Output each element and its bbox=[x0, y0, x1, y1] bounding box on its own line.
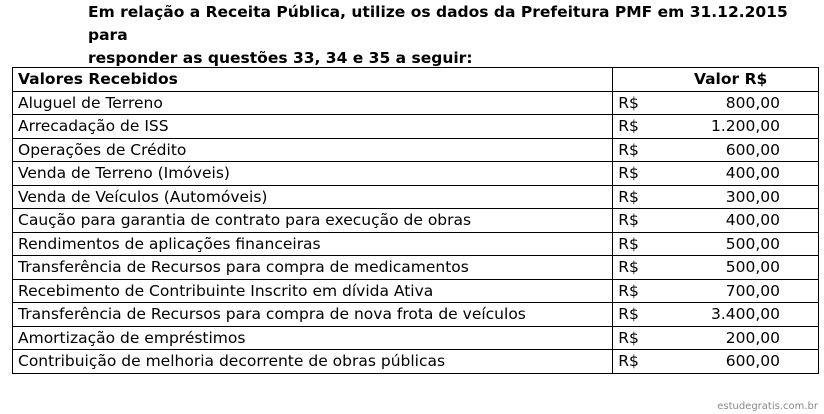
row-amount: 300,00 bbox=[725, 187, 780, 206]
row-value-cell bbox=[613, 162, 819, 186]
row-description: Transferência de Recursos para compra de medicamentos bbox=[13, 256, 613, 280]
row-description: Contribuição de melhoria decorrente de obras públicas bbox=[13, 350, 613, 374]
row-description: Rendimentos de aplicações financeiras bbox=[13, 232, 613, 256]
row-value-cell bbox=[613, 209, 819, 233]
table-row bbox=[13, 162, 819, 186]
table-row bbox=[13, 138, 819, 162]
row-value-wrap bbox=[618, 117, 818, 135]
row-description: Operações de Crédito bbox=[13, 138, 613, 162]
row-amount: 800,00 bbox=[725, 93, 780, 112]
watermark: estudegratis.com.br bbox=[717, 401, 818, 412]
row-description: Transferência de Recursos para compra de nova frota de veículos bbox=[13, 303, 613, 327]
row-value-cell bbox=[613, 91, 819, 115]
row-description: Recebimento de Contribuinte Inscrito em dívida Ativa bbox=[13, 279, 613, 303]
row-currency: R$ bbox=[618, 281, 639, 300]
row-description: Caução para garantia de contrato para execução de obras bbox=[13, 209, 613, 233]
table-row bbox=[13, 232, 819, 256]
row-amount: 400,00 bbox=[725, 164, 780, 183]
table-row bbox=[13, 115, 819, 139]
row-value-wrap bbox=[618, 211, 818, 229]
row-amount: 500,00 bbox=[725, 234, 780, 253]
row-value-cell bbox=[613, 350, 819, 374]
table-row bbox=[13, 91, 819, 115]
row-currency: R$ bbox=[618, 328, 639, 347]
table-row bbox=[13, 279, 819, 303]
row-value-cell bbox=[613, 115, 819, 139]
row-value-wrap bbox=[618, 235, 818, 253]
table-row bbox=[13, 209, 819, 233]
row-value-wrap bbox=[618, 282, 818, 300]
row-amount: 600,00 bbox=[725, 140, 780, 159]
row-value-cell bbox=[613, 326, 819, 350]
row-currency: R$ bbox=[618, 187, 639, 206]
row-value-wrap bbox=[618, 141, 818, 159]
row-value-cell bbox=[613, 279, 819, 303]
table-header-row bbox=[13, 68, 819, 92]
row-description: Arrecadação de ISS bbox=[13, 115, 613, 139]
row-currency: R$ bbox=[618, 352, 639, 371]
row-currency: R$ bbox=[618, 258, 639, 277]
row-currency: R$ bbox=[618, 117, 639, 136]
row-amount: 600,00 bbox=[725, 352, 780, 371]
receipts-table bbox=[12, 67, 819, 374]
row-description: Venda de Veículos (Automóveis) bbox=[13, 185, 613, 209]
row-description: Amortização de empréstimos bbox=[13, 326, 613, 350]
row-amount: 200,00 bbox=[725, 328, 780, 347]
row-value-wrap bbox=[618, 164, 818, 182]
row-value-cell bbox=[613, 185, 819, 209]
row-value-cell bbox=[613, 232, 819, 256]
row-currency: R$ bbox=[618, 93, 639, 112]
table-row bbox=[13, 326, 819, 350]
row-value-wrap bbox=[618, 352, 818, 370]
row-value-cell bbox=[613, 303, 819, 327]
row-currency: R$ bbox=[618, 211, 639, 230]
row-value-cell bbox=[613, 256, 819, 280]
row-amount: 700,00 bbox=[725, 281, 780, 300]
row-currency: R$ bbox=[618, 305, 639, 324]
row-value-cell bbox=[613, 138, 819, 162]
row-amount: 1.200,00 bbox=[710, 117, 780, 136]
row-description: Aluguel de Terreno bbox=[13, 91, 613, 115]
header-value: Valor R$ bbox=[613, 68, 819, 92]
row-currency: R$ bbox=[618, 234, 639, 253]
row-amount: 400,00 bbox=[725, 211, 780, 230]
row-value-wrap bbox=[618, 258, 818, 276]
row-currency: R$ bbox=[618, 140, 639, 159]
table-row bbox=[13, 185, 819, 209]
header-description: Valores Recebidos bbox=[13, 68, 613, 92]
question-intro bbox=[88, 1, 788, 70]
row-value-wrap bbox=[618, 188, 818, 206]
row-value-wrap bbox=[618, 329, 818, 347]
row-description: Venda de Terreno (Imóveis) bbox=[13, 162, 613, 186]
row-currency: R$ bbox=[618, 164, 639, 183]
table-row bbox=[13, 303, 819, 327]
row-value-wrap bbox=[618, 94, 818, 112]
intro-line-2: responder as questões 33, 34 e 35 a seguir: bbox=[88, 49, 473, 67]
row-amount: 3.400,00 bbox=[710, 305, 780, 324]
row-amount: 500,00 bbox=[725, 258, 780, 277]
intro-line-1: Em relação a Receita Pública, utilize os dados da Prefeitura PMF em 31.12.2015 para bbox=[88, 3, 788, 44]
table-row bbox=[13, 350, 819, 374]
row-value-wrap bbox=[618, 305, 818, 323]
table-row bbox=[13, 256, 819, 280]
